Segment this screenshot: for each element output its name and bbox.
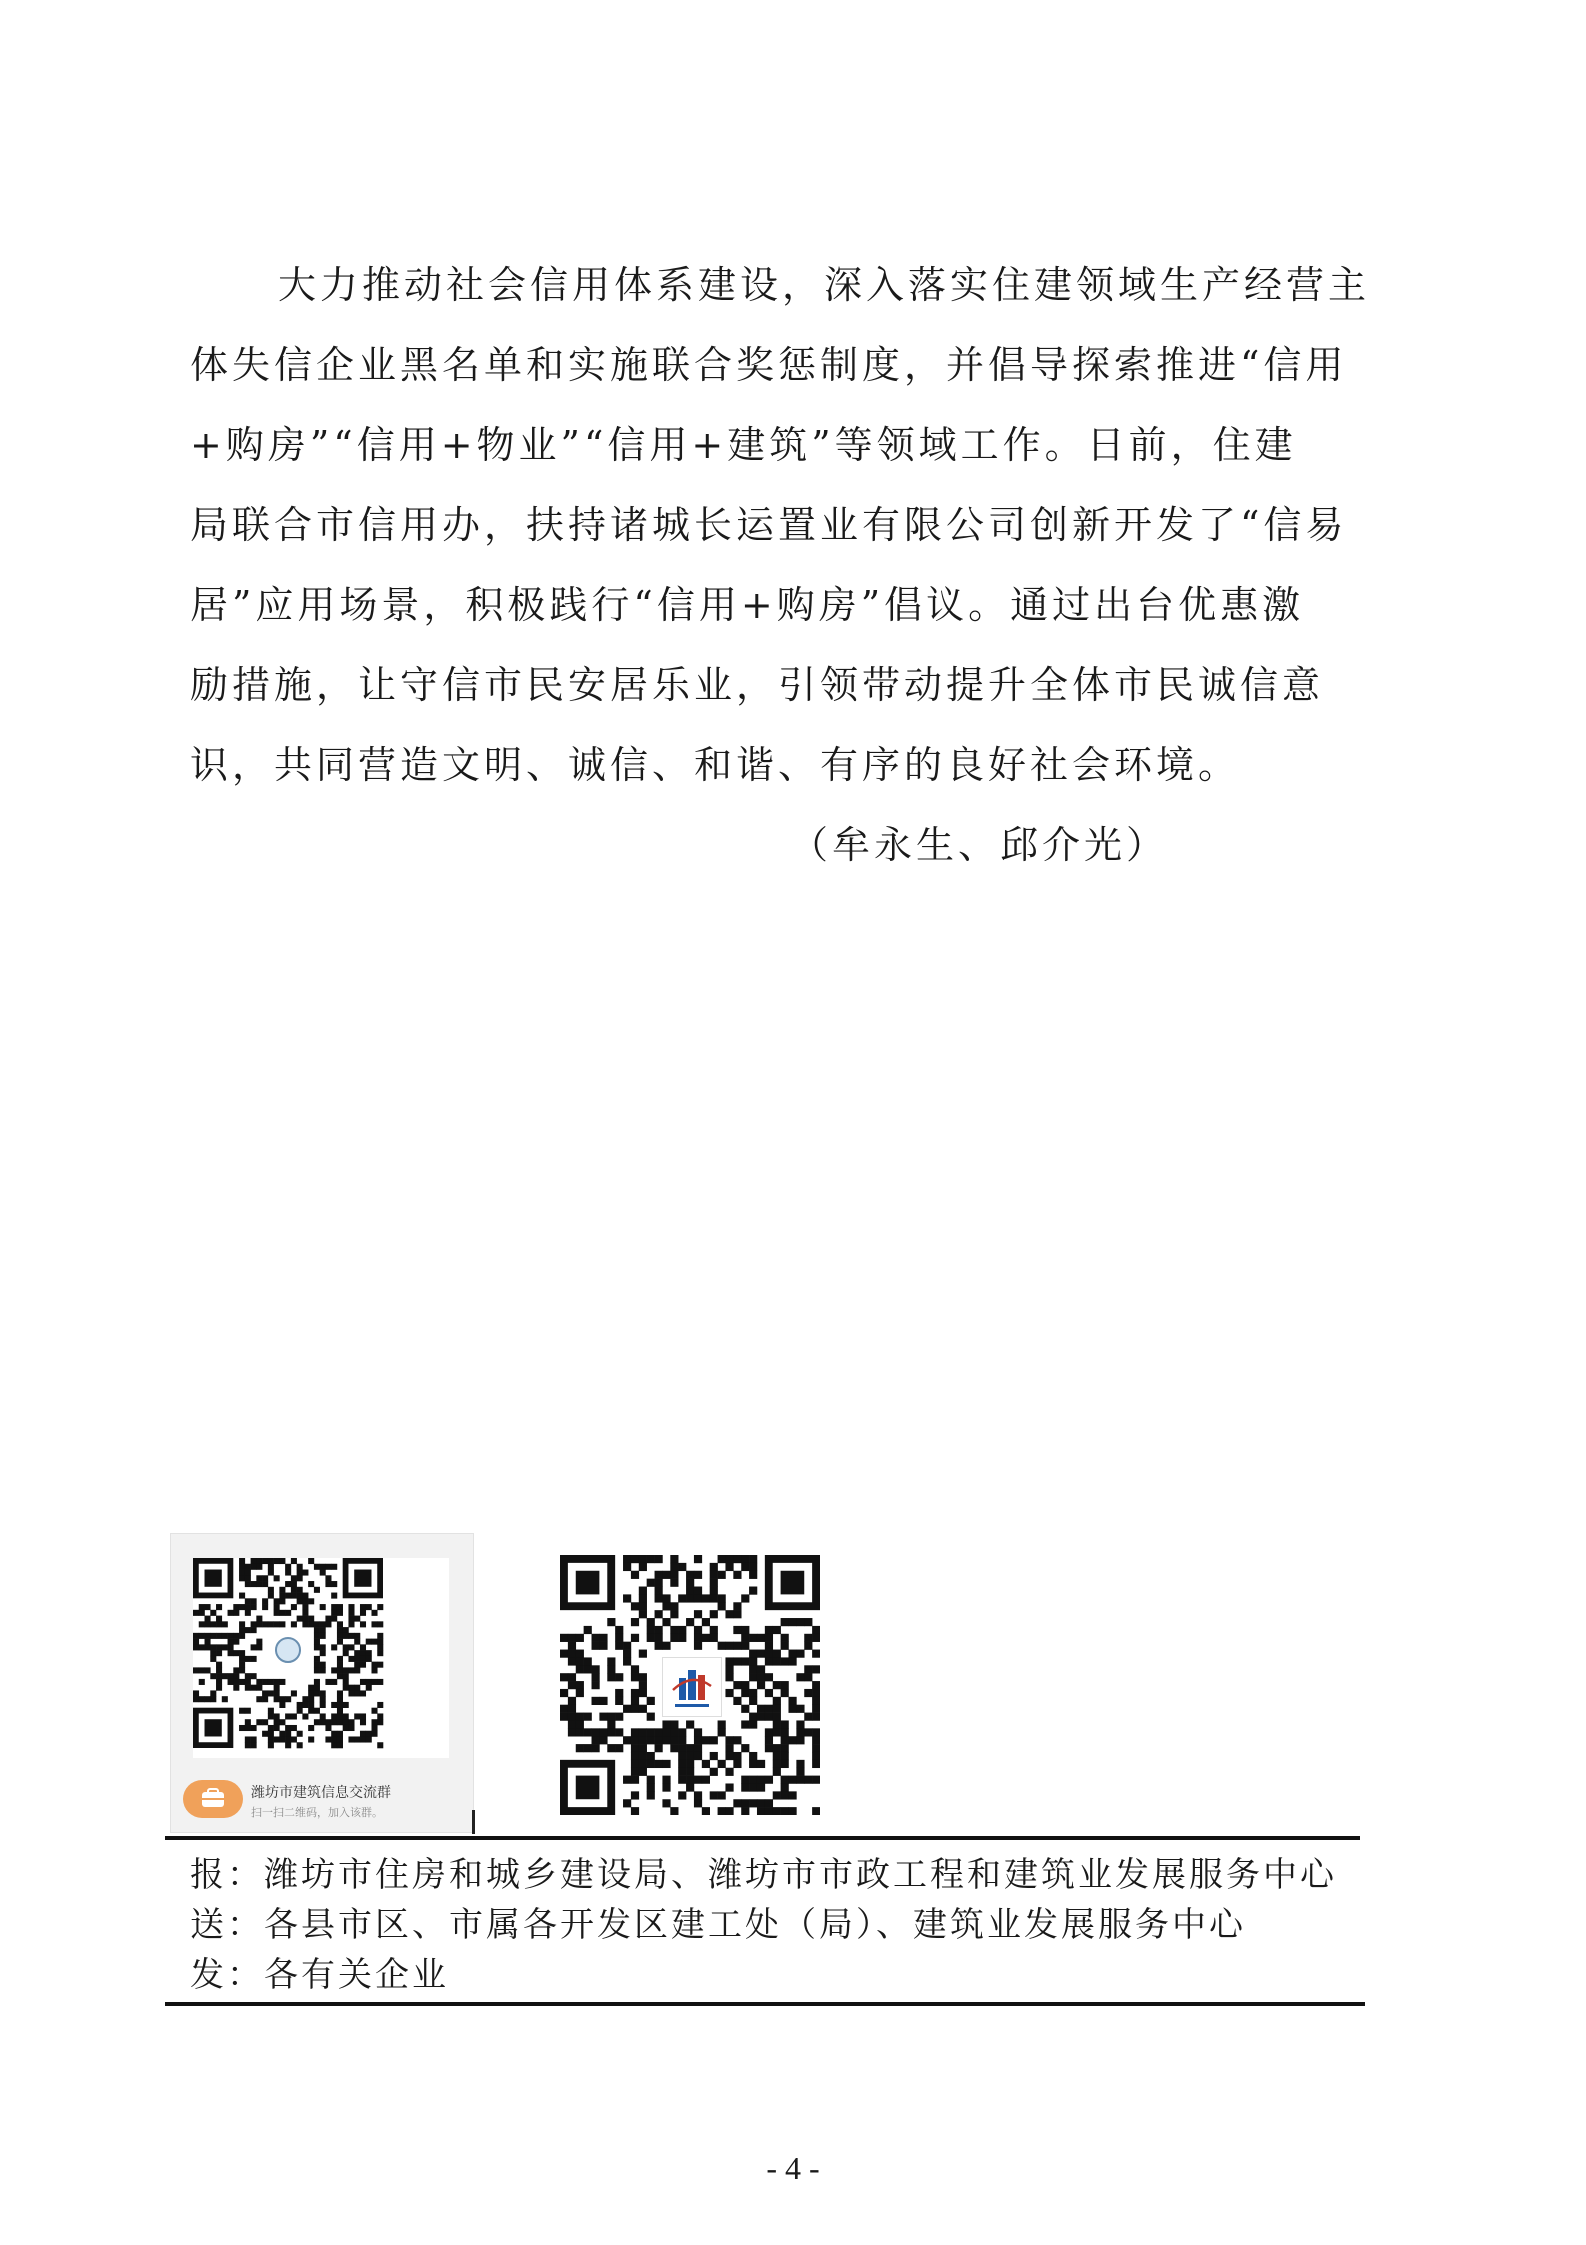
body-line-3: +购房”“信用+物业”“信用+建筑”等领域工作。日前，住建 [190, 423, 1297, 467]
divider-bottom [165, 2002, 1365, 2006]
body-line-6: 励措施，让守信市民安居乐业，引领带动提升全体市民诚信意 [190, 663, 1325, 707]
divider-top [165, 1836, 1360, 1840]
group-name: 潍坊市建筑信息交流群 [251, 1785, 391, 1801]
author-credit: （牟永生、邱介光） [790, 823, 1169, 867]
report-to: 报：潍坊市住房和城乡建设局、潍坊市市政工程和建筑业发展服务中心 [190, 1855, 1337, 1895]
distribution-list [190, 1850, 1337, 2000]
body-line-1: 大力推动社会信用体系建设，深入落实住建领域生产经营主 [278, 263, 1371, 307]
edge-mark [472, 1810, 475, 1834]
article-body [190, 245, 1390, 805]
group-hint: 扫一扫二维码，加入该群。 [251, 1806, 383, 1819]
group-qr-code[interactable] [193, 1558, 449, 1758]
body-line-4: 局联合市信用办，扶持诸城长运置业有限公司创新开发了“信易 [190, 503, 1348, 547]
group-qr-card[interactable] [170, 1533, 474, 1833]
body-line-5: 居”应用场景，积极践行“信用+购房”倡议。通过出台优惠激 [190, 583, 1305, 627]
issue-to: 发：各有关企业 [190, 1955, 449, 1995]
send-to: 送：各县市区、市属各开发区建工处（局）、建筑业发展服务中心 [190, 1905, 1246, 1945]
body-line-7: 识，共同营造文明、诚信、和谐、有序的良好社会环境。 [190, 743, 1241, 787]
body-line-2: 体失信企业黑名单和实施联合奖惩制度，并倡导探索推进“信用 [190, 343, 1348, 387]
group-avatar-icon [183, 1780, 243, 1818]
official-qr-code[interactable] [560, 1555, 820, 1815]
page-number: - 4 - [766, 2150, 820, 2186]
building-logo-icon [663, 1658, 721, 1716]
